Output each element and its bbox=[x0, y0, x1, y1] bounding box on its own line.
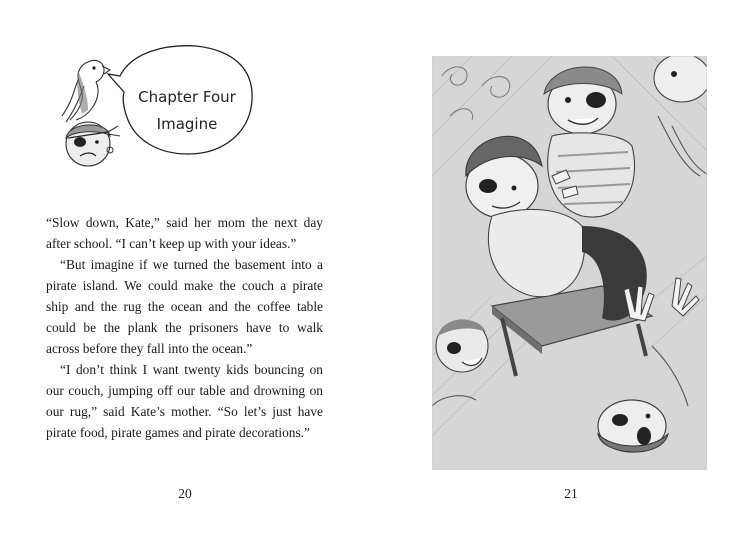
page-number-right: 21 bbox=[564, 486, 578, 501]
paragraph-1: “Slow down, Kate,” said her mom the next day after school. “I can’t keep up with your ideas.” bbox=[46, 215, 323, 251]
paragraph-2: “But imagine if we turned the basement into a pirate island. We could make the couch a pirate ship and the rug the ocean and the coffee table could be the plank the prisoners have to walk across before they fall into the ocean.” bbox=[46, 257, 323, 356]
chapter-title: Imagine bbox=[156, 115, 218, 133]
body-text bbox=[46, 212, 323, 443]
chapter-heading bbox=[120, 84, 254, 138]
page-number-left: 20 bbox=[178, 486, 192, 501]
chapter-number: Chapter Four bbox=[138, 88, 236, 106]
pirate-kids-sketch-illustration bbox=[432, 56, 707, 470]
paragraph-3: “I don’t think I want twenty kids bouncing on our couch, jumping off our table and drowning on our rug,” said Kate’s mother. “So let’s just have pirate food, pirate games and pirate decorations.” bbox=[46, 362, 323, 440]
